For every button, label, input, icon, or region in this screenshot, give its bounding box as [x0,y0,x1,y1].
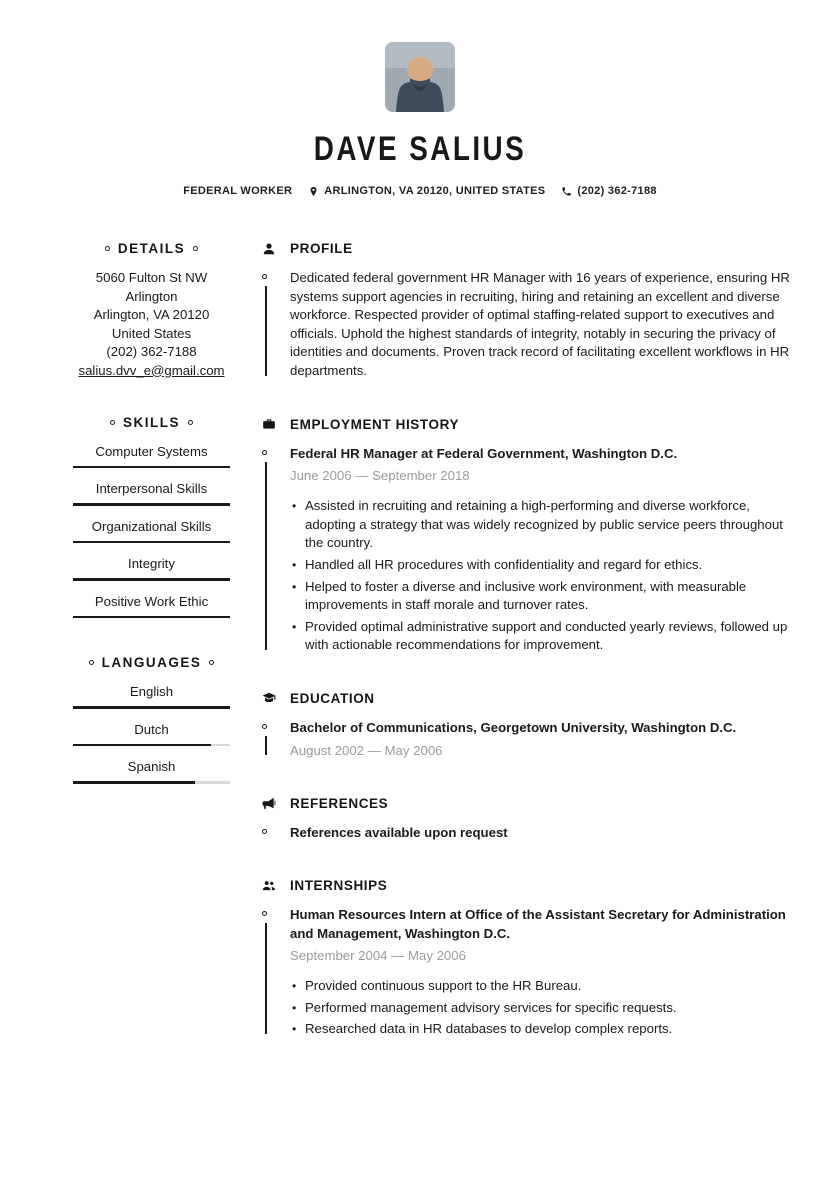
resume-header [0,0,840,197]
employment-bullet: • Handled all HR procedures with confidentiality and regard for ethics. [290,556,790,575]
timeline-line [265,462,267,650]
timeline-line [265,923,267,1034]
skill-item [73,518,230,544]
skill-bar-fill [73,503,230,506]
phone [561,185,656,197]
skill-bar [73,466,230,469]
phone-icon [561,186,572,197]
employment-date-range: June 2006 — September 2018 [290,468,470,484]
skill-bar-fill [73,616,230,619]
briefcase-icon [262,417,276,431]
skill-bar [73,541,230,544]
location-label: ARLINGTON, VA 20120, UNITED STATES [324,185,546,197]
timeline-dot [262,911,267,916]
internships-section-heading: INTERNSHIPS [290,878,388,894]
internship-bullet: • Provided continuous support to the HR Bureau. [290,977,790,996]
candidate-name: DAVE SALIUS [313,130,527,168]
skill-bar-fill [73,578,230,581]
language-bar [73,781,230,784]
references-section-heading: REFERENCES [290,795,389,811]
profile-photo [385,42,455,112]
language-item [73,721,230,747]
details-block [73,241,230,378]
employment-job-title: Federal HR Manager at Federal Government, Washington D.C. [290,445,678,461]
skills-heading-label: SKILLS [122,414,180,430]
internship-title: Human Resources Intern at Office of the Assistant Secretary for Administration and Management, Washington D.C. [290,907,786,941]
language-bar [73,744,230,747]
skill-label: Computer Systems [95,443,208,459]
language-bar [73,706,230,709]
profile-text: Dedicated federal government HR Manager with 16 years of experience, ensuring HR systems support agencies in recruiting, hiring and retaining an excellent and diverse workforce. Respected provider of optimal staffing-related support to executives and officials. Uphold the highest standards of integrity, notably in securing the privacy of identities and documents. Proven track record of facilitating excellent workflows in HR departments. [290,270,790,378]
person-icon [262,242,276,256]
employment-section-heading: EMPLOYMENT HISTORY [290,416,460,432]
language-bar-fill [73,706,230,709]
skill-bar-fill [73,466,230,469]
section-references [262,796,790,843]
languages-block [73,655,230,784]
skill-bar [73,578,230,581]
skills-heading [73,415,230,430]
contact-row [0,185,840,197]
skill-item [73,593,230,619]
ring-icon [188,420,193,425]
section-internships [262,878,790,1039]
address-line: Arlington, VA 20120 [93,307,210,322]
skills-block [73,415,230,619]
employment-bullet: • Assisted in recruiting and retaining a high-performing and diverse workforce, adopting a strategy that was widely recognized by public service peers throughout the country. [290,497,790,553]
job-title-label: FEDERAL WORKER [183,185,293,197]
employment-bullet-list [290,497,790,655]
address-line: United States [111,325,192,341]
languages-heading-label: LANGUAGES [101,655,202,670]
skill-label: Interpersonal Skills [95,481,208,496]
language-item [73,683,230,709]
language-item [73,758,230,784]
section-education [262,691,790,760]
profile-section-heading: PROFILE [290,241,353,256]
graduation-cap-icon [262,691,276,705]
timeline-dot [262,724,267,729]
location [308,185,545,197]
language-label: Dutch [134,721,169,737]
language-label: Spanish [127,759,176,774]
skill-bar [73,503,230,506]
people-icon [262,879,276,893]
skill-label: Integrity [128,556,175,571]
skill-item [73,443,230,469]
references-text: References available upon request [290,824,508,840]
skill-bar [73,616,230,619]
language-label: English [129,684,174,699]
language-bar-fill [73,744,211,747]
phone-label: (202) 362-7188 [577,185,657,197]
education-section-heading: EDUCATION [290,690,375,706]
ring-icon [209,660,214,665]
education-degree-title: Bachelor of Communications, Georgetown University, Washington D.C. [290,719,737,735]
timeline-dot [262,450,267,455]
internship-bullet: • Performed management advisory services for specific requests. [290,999,790,1018]
timeline-line [265,286,267,376]
sidebar [73,241,230,1075]
ring-icon [105,246,110,251]
language-bar-fill [73,781,195,784]
employment-bullet: • Helped to foster a diverse and inclusive work environment, with measurable improvements in staff morale and turnover rates. [290,578,790,615]
job-title [183,185,292,197]
timeline-line [265,736,267,755]
timeline-dot [262,829,267,834]
skill-item [73,480,230,506]
ring-icon [193,246,198,251]
skill-bar-fill [73,541,230,544]
internship-bullet-list [290,977,790,1039]
employment-bullet: • Provided optimal administrative support and conducted yearly reviews, followed up with actionable recommendations for improvement. [290,618,790,655]
address-line: 5060 Fulton St NW Arlington [95,270,208,304]
skill-item [73,555,230,581]
details-heading [73,241,230,256]
internship-bullet: • Researched data in HR databases to develop complex reports. [290,1020,790,1039]
languages-heading [73,655,230,670]
details-heading-label: DETAILS [117,241,186,256]
section-employment [262,417,790,655]
internship-date-range: September 2004 — May 2006 [290,948,466,964]
photo-placeholder [385,42,455,112]
main-column [262,241,790,1075]
email-link[interactable]: salius.dvv_e@gmail.com [78,362,225,378]
location-pin-icon [308,186,319,197]
skill-label: Organizational Skills [91,518,212,534]
section-profile [262,241,790,381]
address-line: (202) 362-7188 [106,344,197,359]
education-date-range: August 2002 — May 2006 [290,742,443,758]
ring-icon [89,660,94,665]
timeline-dot [262,274,267,279]
ring-icon [110,420,115,425]
megaphone-icon [262,796,276,810]
skill-label: Positive Work Ethic [94,593,209,609]
